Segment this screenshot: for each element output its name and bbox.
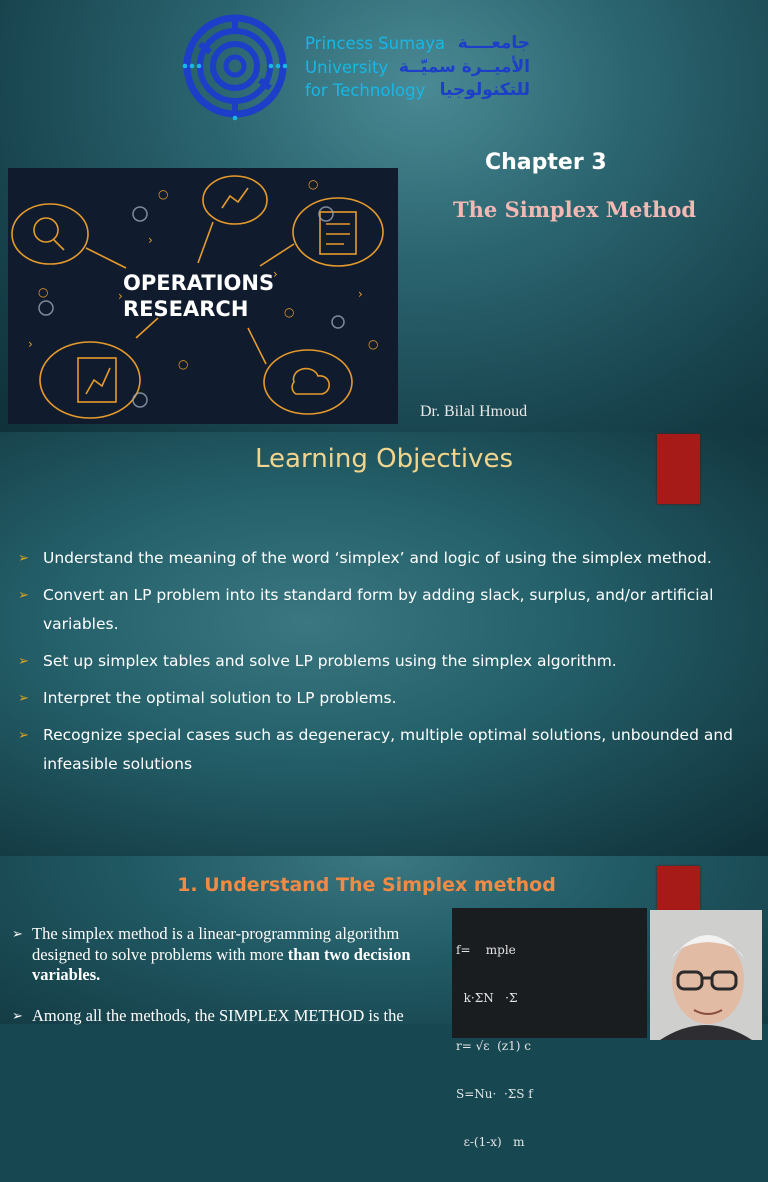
svg-text:›: ›: [358, 287, 363, 301]
svg-text:›: ›: [273, 267, 278, 281]
simplex-slide: [0, 856, 768, 1149]
list-item: [18, 684, 748, 713]
illustration-title-line: OPERATIONS: [123, 271, 275, 295]
university-name-ar-line: للتكنولوجيا: [439, 80, 530, 100]
svg-text:○: ○: [178, 357, 189, 371]
chapter-number: Chapter 3: [485, 150, 607, 175]
objectives-title: Learning Objectives: [255, 444, 513, 474]
blackboard-line: f= mple: [456, 943, 516, 957]
svg-text:›: ›: [118, 289, 123, 303]
illustration-title: [123, 270, 274, 322]
blackboard-line: r= √ε (z1) c: [456, 1039, 531, 1053]
bullet-text: The simplex method is a linear-programming algorithm designed to solve problems with more: [32, 924, 400, 964]
university-name-line: University: [305, 57, 389, 77]
simplex-list: [12, 924, 437, 1046]
objective-text: Understand the meaning of the word ‘simplex’ and logic of using the simplex method.: [43, 549, 712, 567]
list-item: [18, 647, 748, 676]
svg-text:○: ○: [308, 177, 319, 191]
objectives-list: [18, 544, 748, 787]
list-item: [18, 544, 748, 573]
svg-text:○: ○: [38, 285, 49, 299]
operations-research-illustration: [8, 168, 398, 424]
section-title: 1. Understand The Simplex method: [177, 874, 556, 896]
list-item: [18, 721, 748, 779]
svg-text:›: ›: [28, 337, 33, 351]
psut-logo: [180, 14, 290, 120]
university-name-line: for Technology: [305, 81, 426, 100]
objective-text: Set up simplex tables and solve LP problems using the simplex algorithm.: [43, 652, 617, 670]
objective-text: Recognize special cases such as degeneracy, multiple optimal solutions, unbounded and infeasible solutions: [43, 726, 734, 773]
objective-text: Convert an LP problem into its standard form by adding slack, surplus, and/or artificial variables.: [43, 586, 714, 633]
svg-text:›: ›: [148, 233, 153, 247]
portrait-photo: [650, 910, 762, 1040]
objectives-slide: [0, 432, 768, 856]
portrait-artwork: [650, 910, 762, 1040]
list-item: [18, 581, 748, 639]
list-item: [12, 1006, 437, 1027]
objective-text: Interpret the optimal solution to LP problems.: [43, 689, 397, 707]
chapter-title: The Simplex Method: [453, 197, 697, 222]
bullet-arrow-icon: ➢: [18, 691, 29, 706]
blackboard-line: ε-(1-x) m: [456, 1135, 525, 1149]
author-name: Dr. Bilal Hmoud: [420, 403, 528, 420]
bullet-arrow-icon: ➢: [12, 926, 23, 941]
illustration-title-line: RESEARCH: [123, 297, 249, 321]
bullet-arrow-icon: ➢: [18, 654, 29, 669]
bullet-text: Among all the methods, the SIMPLEX METHOD is the: [32, 1005, 404, 1025]
bullet-text-bold: than two decision variables.: [32, 944, 411, 984]
blackboard-line: k·ΣN ·Σ: [456, 991, 518, 1005]
title-slide: [0, 0, 768, 432]
university-name-line: Princess Sumaya: [305, 34, 446, 53]
university-name-ar-line: جامعــــة: [457, 33, 530, 53]
bullet-arrow-icon: ➢: [18, 551, 29, 566]
blackboard-formulas-image: [452, 908, 647, 1149]
university-name-ar-line: الأميــرة سميّــة: [398, 56, 530, 77]
blackboard-formulas: [456, 910, 533, 1182]
svg-text:○: ○: [368, 337, 379, 351]
university-name-arabic: [398, 32, 530, 103]
blackboard-line: S=Nu· ·ΣS f: [456, 1087, 533, 1101]
svg-text:○: ○: [158, 187, 169, 201]
bullet-arrow-icon: ➢: [18, 728, 29, 743]
bullet-arrow-icon: ➢: [12, 1007, 23, 1023]
svg-text:○: ○: [284, 305, 295, 319]
bullet-arrow-icon: ➢: [18, 588, 29, 603]
list-item: [12, 924, 437, 986]
